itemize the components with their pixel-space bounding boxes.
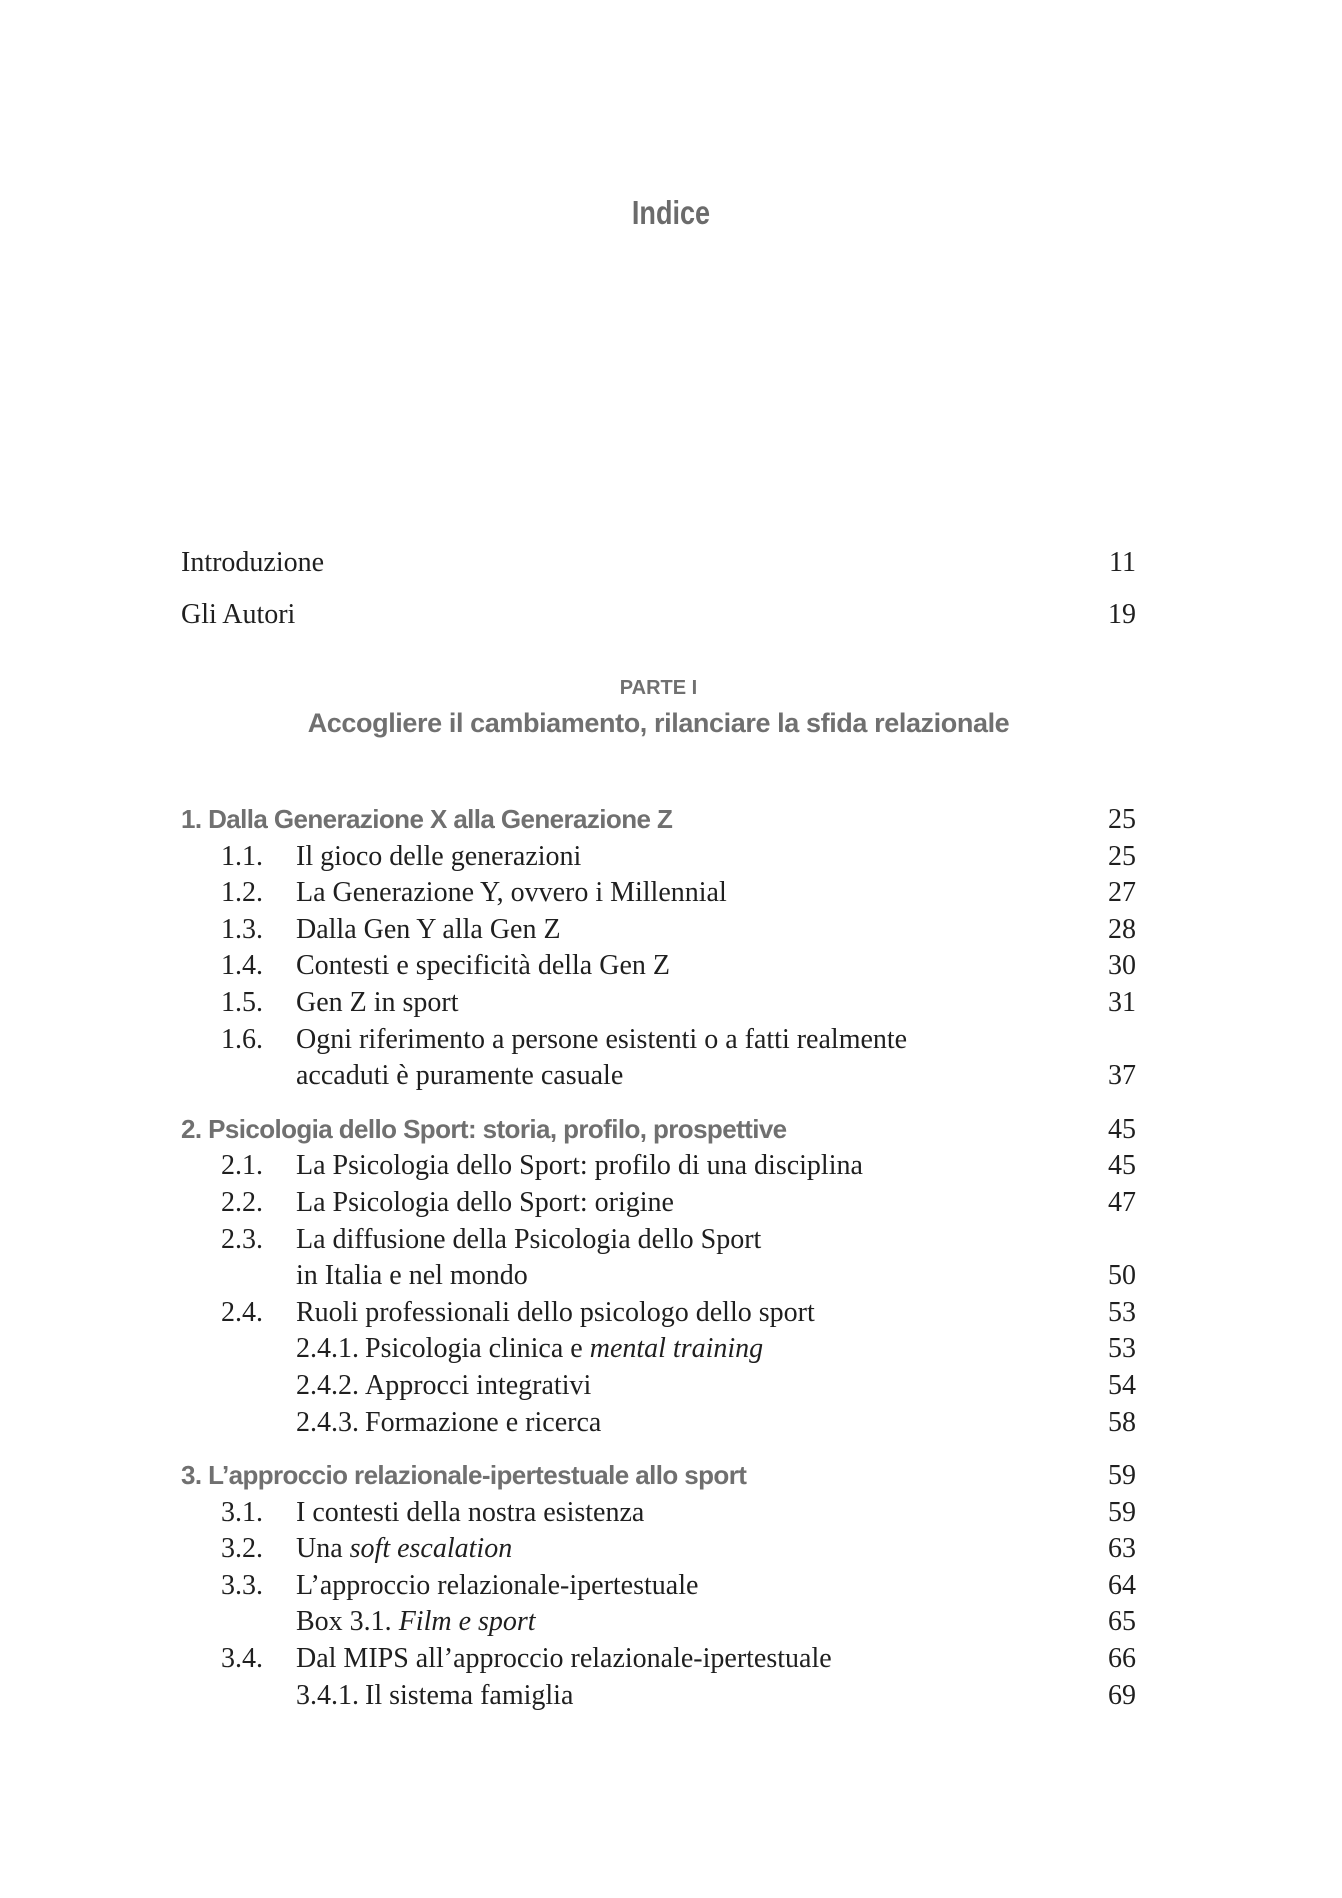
part-label: PARTE I: [619, 677, 698, 699]
chapter-page: 25: [1108, 804, 1136, 835]
entry-number: 3.4.1.: [296, 1679, 359, 1711]
entry-page: 58: [1108, 1406, 1136, 1438]
chapter-title: 1. Dalla Generazione X alla Generazione Z: [181, 804, 673, 834]
entry-text-italic: soft escalation: [349, 1533, 513, 1565]
toc-entry[interactable]: [181, 985, 1136, 1022]
entry-page: 27: [1108, 877, 1136, 909]
entry-number: 3.2.: [221, 1533, 263, 1565]
entry-number: 1.5.: [221, 986, 263, 1018]
entry-page: 65: [1108, 1606, 1136, 1638]
entry-page: 59: [1108, 1496, 1136, 1528]
toc-entry-continuation[interactable]: [181, 1258, 1136, 1295]
toc-entry[interactable]: [181, 1148, 1136, 1185]
entry-text-roman: Psicologia clinica e: [365, 1333, 583, 1365]
entry-text: Contesti e specificità della Gen Z: [296, 950, 670, 982]
entry-number: 1.4.: [221, 950, 263, 982]
entry-number: 2.4.2.: [296, 1369, 359, 1401]
toc-entry-introduzione[interactable]: [181, 545, 1136, 581]
entry-page: 47: [1108, 1186, 1136, 1218]
entry-text-italic: mental training: [589, 1333, 764, 1365]
entry-text-roman: Box 3.1.: [296, 1606, 392, 1638]
toc-entry-continuation[interactable]: [181, 1058, 1136, 1095]
entry-text: Approcci integrativi: [365, 1369, 592, 1401]
chapter-page: 45: [1108, 1113, 1136, 1145]
entry-number: 2.2.: [221, 1186, 263, 1218]
entry-page: 19: [1108, 599, 1136, 630]
entry-text: La Generazione Y, ovvero i Millennial: [296, 877, 727, 909]
entry-number: 2.4.3.: [296, 1406, 359, 1438]
entry-number: 3.4.: [221, 1643, 263, 1675]
table-of-contents: [181, 545, 1136, 1714]
entry-number: 1.3.: [221, 913, 263, 945]
entry-text: accaduti è puramente casuale: [296, 1060, 624, 1092]
entry-page: 64: [1108, 1569, 1136, 1601]
entry-text: Ogni riferimento a persone esistenti o a fatti realmente: [296, 1023, 908, 1055]
entry-text: I contesti della nostra esistenza: [296, 1496, 645, 1528]
entry-page: 30: [1108, 950, 1136, 982]
toc-subentry[interactable]: [181, 1678, 1136, 1715]
chapter-page: 59: [1108, 1460, 1136, 1492]
entry-text: La Psicologia dello Sport: profilo di una disciplina: [296, 1150, 863, 1182]
entry-text: Il gioco delle generazioni: [296, 840, 582, 872]
entry-text: Dalla Gen Y alla Gen Z: [296, 913, 561, 945]
entry-number: 3.3.: [221, 1569, 263, 1601]
entry-text: La Psicologia dello Sport: origine: [296, 1186, 674, 1218]
toc-entry[interactable]: [181, 839, 1136, 876]
entry-page: 25: [1108, 840, 1136, 872]
entry-text: Gli Autori: [181, 599, 296, 630]
entry-text: in Italia e nel mondo: [296, 1260, 528, 1292]
toc-entry[interactable]: [181, 1185, 1136, 1222]
entry-number: 2.4.: [221, 1296, 263, 1328]
toc-subentry[interactable]: [181, 1331, 1136, 1368]
toc-entry[interactable]: [181, 1295, 1136, 1332]
toc-entry[interactable]: [181, 1531, 1136, 1568]
entry-page: 11: [1109, 547, 1136, 578]
entry-page: 37: [1108, 1060, 1136, 1092]
entry-number: 3.1.: [221, 1496, 263, 1528]
entry-page: 45: [1108, 1150, 1136, 1182]
entry-page: 69: [1108, 1679, 1136, 1711]
entry-number: 1.6.: [221, 1023, 263, 1055]
page-title: Indice: [631, 194, 711, 231]
toc-entry[interactable]: [181, 1568, 1136, 1605]
toc-entry[interactable]: [181, 1222, 1136, 1259]
entry-page: 53: [1108, 1296, 1136, 1328]
entry-text: [296, 1531, 1076, 1568]
entry-text: L’approccio relazionale-ipertestuale: [296, 1569, 699, 1601]
toc-entry[interactable]: [181, 948, 1136, 985]
entry-page: 63: [1108, 1533, 1136, 1565]
toc-entry[interactable]: [181, 1641, 1136, 1678]
chapter-1[interactable]: [181, 801, 1136, 839]
chapter-3[interactable]: [181, 1457, 1136, 1495]
entry-page: 31: [1108, 986, 1136, 1018]
entry-text: Formazione e ricerca: [365, 1406, 602, 1438]
toc-subentry[interactable]: [181, 1368, 1136, 1405]
chapter-title: 2. Psicologia dello Sport: storia, profilo, prospettive: [181, 1113, 787, 1144]
entry-number: 2.4.1.: [296, 1333, 359, 1365]
part-title: Accogliere il cambiamento, rilanciare la sfida relazionale: [307, 708, 1010, 738]
chapter-title: 3. L’approccio relazionale-ipertestuale allo sport: [181, 1460, 747, 1491]
entry-page: 28: [1108, 913, 1136, 945]
toc-entry[interactable]: [181, 1495, 1136, 1532]
entry-text-italic: Film e sport: [398, 1606, 536, 1638]
entry-number: 2.1.: [221, 1150, 263, 1182]
entry-text: Gen Z in sport: [296, 986, 459, 1018]
toc-subentry[interactable]: [181, 1405, 1136, 1442]
entry-text: Ruoli professionali dello psicologo dello sport: [296, 1296, 815, 1328]
entry-number: 2.3.: [221, 1223, 263, 1255]
entry-text: La diffusione della Psicologia dello Sport: [296, 1223, 762, 1255]
entry-text: Il sistema famiglia: [365, 1679, 574, 1711]
entry-page: 54: [1108, 1369, 1136, 1401]
entry-number: 1.1.: [221, 840, 263, 872]
toc-entry[interactable]: [181, 912, 1136, 949]
toc-entry[interactable]: [181, 875, 1136, 912]
entry-text-roman: Una: [296, 1533, 343, 1565]
entry-text: Introduzione: [181, 547, 325, 578]
toc-box-entry[interactable]: [181, 1604, 1136, 1641]
entry-text: Dal MIPS all’approccio relazionale-ipertestuale: [296, 1643, 832, 1675]
toc-entry[interactable]: [181, 1022, 1136, 1059]
entry-page: 50: [1108, 1260, 1136, 1292]
entry-number: 1.2.: [221, 877, 263, 909]
entry-page: 66: [1108, 1643, 1136, 1675]
entry-text: [296, 1604, 1076, 1641]
toc-entry-autori[interactable]: [181, 597, 1136, 633]
part-heading: [181, 673, 1136, 743]
entry-page: 53: [1108, 1333, 1136, 1365]
entry-text: [365, 1331, 1076, 1368]
chapter-2[interactable]: [181, 1111, 1136, 1149]
